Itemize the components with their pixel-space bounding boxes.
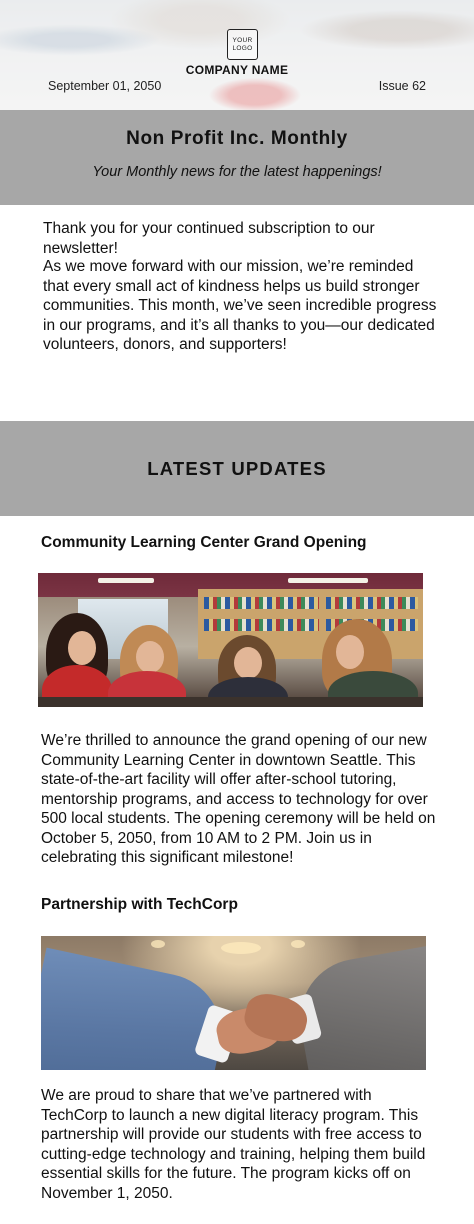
chandelier-light — [151, 940, 165, 948]
student-face — [68, 631, 96, 665]
chandelier-light — [221, 942, 261, 954]
logo-line-1: YOUR — [232, 36, 253, 44]
company-name: COMPANY NAME — [185, 63, 289, 77]
intro-paragraph-1: Thank you for your continued subscription to our newsletter! — [43, 220, 375, 257]
ceiling-light — [288, 578, 368, 583]
table — [38, 697, 423, 707]
header-hero — [0, 0, 474, 110]
updates-heading: LATEST UPDATES — [147, 458, 327, 479]
issue-number: Issue 62 — [378, 79, 426, 93]
books — [204, 619, 319, 631]
books — [204, 597, 319, 609]
article-title: Community Learning Center Grand Opening — [41, 534, 367, 551]
books — [326, 597, 418, 609]
updates-band — [0, 421, 474, 516]
intro-paragraph-2: As we move forward with our mission, we’re reminded that every small act of kindness helps us build stronger communities. This month, we’ve seen incredible progress in our programs, and it’s all thanks to you—our dedicated volunteers, donors, and supporters! — [43, 258, 437, 353]
article-body: We are proud to share that we’ve partnered with TechCorp to launch a new digital literacy program. This partnership will provide our students with free access to cutting-edge technology and training, helping them build essential skills for the future. The program kicks off on November 1, 2050. — [41, 1087, 426, 1202]
article-body: We’re thrilled to announce the grand opening of our new Community Learning Center in downtown Seattle. This state-of-the-art facility will offer after-school tutoring, mentorship programs, and access to technology for over 500 local students. The opening ceremony will be held on October 5, 2050, from 10 AM to 2 PM. Join us in celebrating this significant milestone! — [41, 732, 436, 866]
chandelier-light — [291, 940, 305, 948]
newsletter-title: Non Profit Inc. Monthly — [126, 128, 348, 149]
student-face — [136, 641, 164, 673]
classroom-photo — [38, 573, 423, 707]
handshake-photo — [41, 936, 426, 1070]
student-face — [336, 635, 364, 669]
masthead-band — [0, 110, 474, 205]
newsletter-subtitle: Your Monthly news for the latest happenings! — [92, 164, 382, 180]
company-logo — [227, 29, 258, 60]
issue-date: September 01, 2050 — [48, 79, 162, 93]
student-face — [234, 647, 262, 679]
logo-line-2: LOGO — [232, 44, 253, 52]
article-title: Partnership with TechCorp — [41, 896, 238, 913]
ceiling-light — [98, 578, 154, 583]
